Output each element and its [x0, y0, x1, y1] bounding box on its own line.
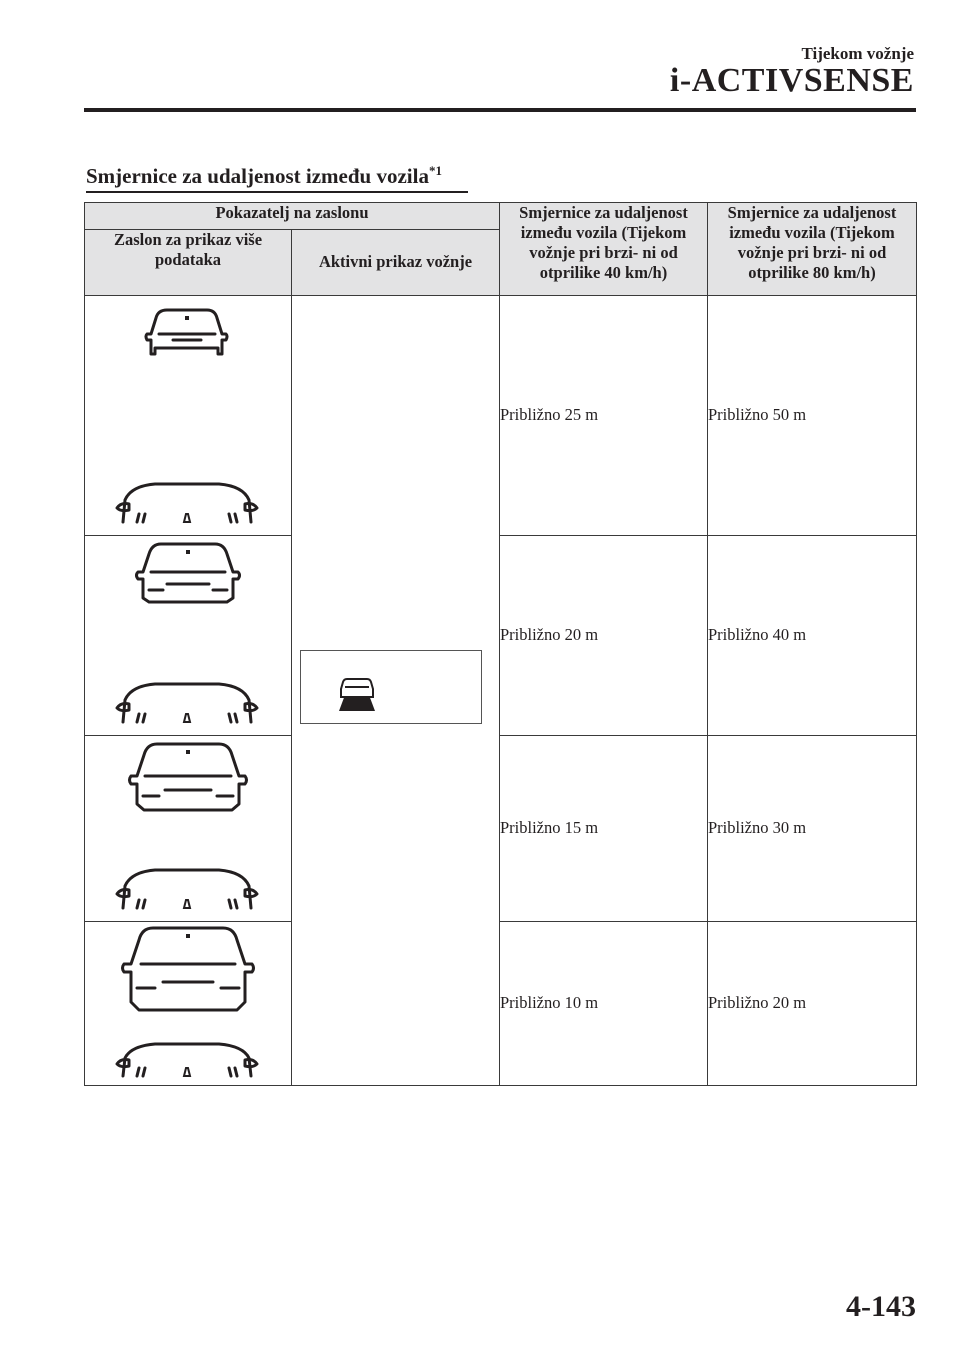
header-indicator: Pokazatelj na zaslonu [85, 203, 500, 230]
header-title: i-ACTIVSENSE [669, 62, 914, 99]
header-distance-80: Smjernice za udaljenost između vozila (Tijekom vožnje pri brzi- ni od otprilike 80 km/h) [708, 203, 917, 296]
very-near-car-icon [85, 922, 292, 1083]
footnote-marker: *1 [428, 163, 442, 178]
table-row [85, 921, 917, 1085]
distance-80-value: Približno 40 m [708, 535, 917, 736]
active-driving-display-cell [292, 295, 500, 1085]
header-section: Tijekom vožnje [801, 44, 914, 63]
distance-80-value: Približno 20 m [708, 921, 917, 1085]
distance-80-value: Približno 50 m [708, 295, 917, 535]
multi-display-cell [85, 736, 292, 921]
multi-display-cell [85, 535, 292, 736]
multi-display-cell [85, 921, 292, 1085]
table-row [85, 535, 917, 736]
header-rule [84, 108, 916, 112]
distance-40-value: Približno 10 m [500, 921, 708, 1085]
section-title-text: Smjernice za udaljenost između vozila [86, 164, 429, 188]
medium-distance-car-icon [85, 536, 292, 733]
table-row [85, 736, 917, 921]
distant-car-icon [85, 296, 292, 532]
distance-guide-table [84, 202, 917, 1086]
distance-80-value: Približno 30 m [708, 736, 917, 921]
vehicle-ahead-icon [301, 651, 481, 723]
distance-40-value: Približno 15 m [500, 736, 708, 921]
table-row [85, 295, 917, 535]
section-title-underline [86, 191, 468, 193]
near-car-icon [85, 736, 292, 918]
header-distance-40: Smjernice za udaljenost između vozila (Tijekom vožnje pri brzi- ni od otprilike 40 km/h) [500, 203, 708, 296]
distance-40-value: Približno 20 m [500, 535, 708, 736]
header-multi-info-display: Zaslon za prikaz više podataka [85, 230, 292, 296]
page-number: 4-143 [846, 1290, 916, 1323]
section-title [86, 163, 442, 189]
header-active-driving-display: Aktivni prikaz vožnje [292, 230, 500, 296]
distance-40-value: Približno 25 m [500, 295, 708, 535]
multi-display-cell [85, 295, 292, 535]
active-driving-display-box [300, 650, 482, 724]
